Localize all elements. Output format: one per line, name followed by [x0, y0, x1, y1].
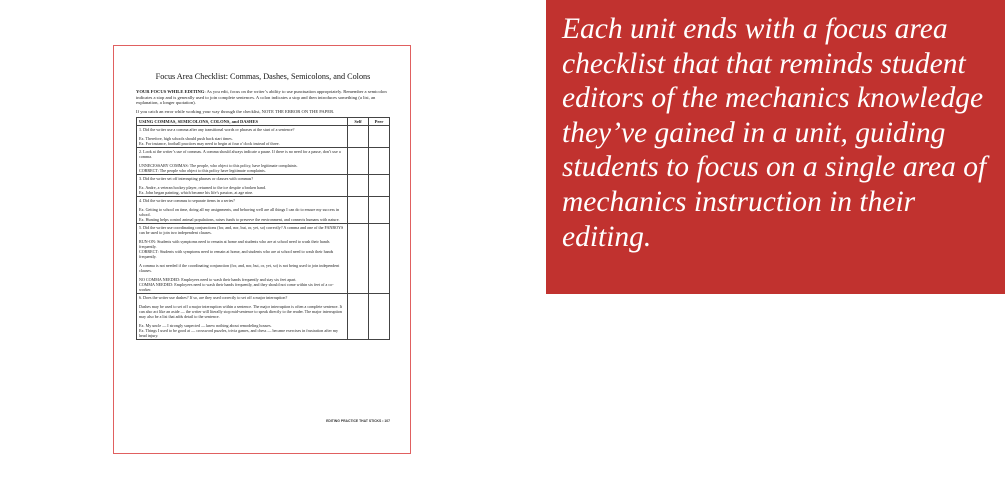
self-checkbox-cell — [348, 175, 369, 197]
checklist-line: Ex. Getting to school on time, doing all my assignments, and behaving well are all things I can do to ensure my success in school. — [139, 207, 340, 218]
checklist-line: Ex. For instance, football practices may need to begin at four o’clock instead of three. — [139, 141, 280, 147]
checklist-line: CORRECT: Students with symptoms need to remain at home, and students who are at school need to wash their hands frequently. — [139, 249, 334, 260]
peer-checkbox-cell — [369, 294, 390, 340]
checklist-line: 2. Look at the writer’s use of commas. A comma should always indicate a pause. If there is no need for a pause, don’t use a comma. — [139, 149, 341, 160]
checklist-line: 5. Did the writer use coordinating conjunctions (for, and, nor, but, or, yet, so) correctly? A comma and one of the FANBOYS can be used to join two independent clauses. — [139, 225, 344, 236]
checklist-line: Ex. My uncle — I strongly suspected — knew nothing about remodeling houses. — [139, 323, 272, 329]
checklist-line: Ex. Things I used to be good at — crossword puzzles, trivia games, and chess — became exercises in frustration after my head injury. — [139, 328, 339, 339]
error-note: If you catch an error while working your way through the checklist, NOTE THE ERROR ON THE PAPER. — [136, 108, 335, 114]
self-checkbox-cell — [348, 197, 369, 224]
checklist-line: Dashes may be used to set off a major interruption within a sentence. The major interruption is often a complete sentence. It can also act like an aside — the writer will literally stop mid-sentence to speak directly to the reader. The major interruption may also be a list that adds detail to the sentence. — [139, 304, 342, 320]
checklist-document-image — [113, 45, 411, 454]
checklist-line: UNNECESSARY COMMAS: The people, who object to this policy, have legitimate complaints. — [139, 163, 298, 169]
self-checkbox-cell — [348, 148, 369, 175]
checklist-line: Ex. Therefore, high schools should push back start times. — [139, 136, 233, 142]
checklist-line: Ex. Andre, a veteran hockey player, returned to the ice despite a broken hand. — [139, 185, 267, 191]
self-checkbox-cell — [348, 294, 369, 340]
focus-label: YOUR FOCUS WHILE EDITING — [136, 89, 205, 94]
focus-paragraph — [136, 89, 390, 106]
table-row — [137, 294, 390, 340]
table-row — [137, 126, 390, 148]
checklist-line: 4. Did the writer use commas to separate items in a series? — [139, 198, 235, 204]
peer-checkbox-cell — [369, 148, 390, 175]
section-header: USING COMMAS, SEMICOLONS, COLONS, and DASHES — [137, 118, 348, 126]
checklist-line: 1. Did the writer use a comma after any transitional words or phrases at the start of a sentence? — [139, 127, 295, 133]
table-row — [137, 175, 390, 197]
table-row — [137, 224, 390, 294]
checklist-table — [136, 117, 390, 340]
checklist-item — [137, 197, 348, 224]
checklist-item — [137, 175, 348, 197]
checklist-rows — [137, 126, 390, 340]
table-header-row — [137, 118, 390, 126]
checklist-title: Focus Area Checklist: Commas, Dashes, Semicolons, and Colons — [155, 72, 371, 81]
checklist-line: COMMA NEEDED: Employees need to wash their hands frequently, and they should not come within six feet of a co-worker. — [139, 282, 334, 293]
page-footer: EDITING PRACTICE THAT STICKS • 107 — [326, 419, 390, 423]
table-row — [137, 148, 390, 175]
peer-checkbox-cell — [369, 224, 390, 294]
callout-box — [546, 0, 1005, 294]
peer-header: Peer — [369, 118, 390, 126]
table-row — [137, 197, 390, 224]
checklist-item — [137, 126, 348, 148]
checklist-line: Ex. John began painting, which became his life’s passion, at age nine. — [139, 190, 254, 196]
self-checkbox-cell — [348, 224, 369, 294]
peer-checkbox-cell — [369, 175, 390, 197]
checklist-line: 6. Does the writer use dashes? If so, are they used correctly to set off a major interruption? — [139, 295, 288, 301]
self-header: Self — [348, 118, 369, 126]
checklist-line: CORRECT: The people who object to this policy have legitimate complaints. — [139, 168, 266, 174]
peer-checkbox-cell — [369, 126, 390, 148]
checklist-item — [137, 224, 348, 294]
checklist-line: 3. Did the writer set off interrupting phrases or clauses with commas? — [139, 176, 254, 182]
peer-checkbox-cell — [369, 197, 390, 224]
self-checkbox-cell — [348, 126, 369, 148]
checklist-line: RUN-ON: Students with symptoms need to remain at home and students who are at school need to wash their hands frequently. — [139, 239, 330, 250]
focus-text: : As you edit, focus on the writer’s ability to use punctuation appropriately. Remember a semicolon indicates a stop and is generally used to join complete sentences. A colon indicates a stop and then introduces something (a list, an explanation, a longer quotation). — [136, 89, 387, 106]
checklist-line: Ex. Hunting helps control animal populations, raises funds to preserve the environment, and connects humans with nature. — [139, 217, 340, 223]
checklist-line: NO COMMA NEEDED: Employees need to wash their hands frequently and stay six feet apart. — [139, 277, 297, 283]
checklist-item — [137, 148, 348, 175]
checklist-line: A comma is not needed if the coordinating conjunction (for, and, nor, but, or, yet, so) is not being used to join independent clauses. — [139, 263, 340, 274]
checklist-item — [137, 294, 348, 340]
callout-text: Each unit ends with a focus area checklist that that reminds student editors of the mechanics knowledge they’ve gained in a unit, guiding students to focus on a single area of mechanics instruction in their editing. — [562, 13, 987, 253]
